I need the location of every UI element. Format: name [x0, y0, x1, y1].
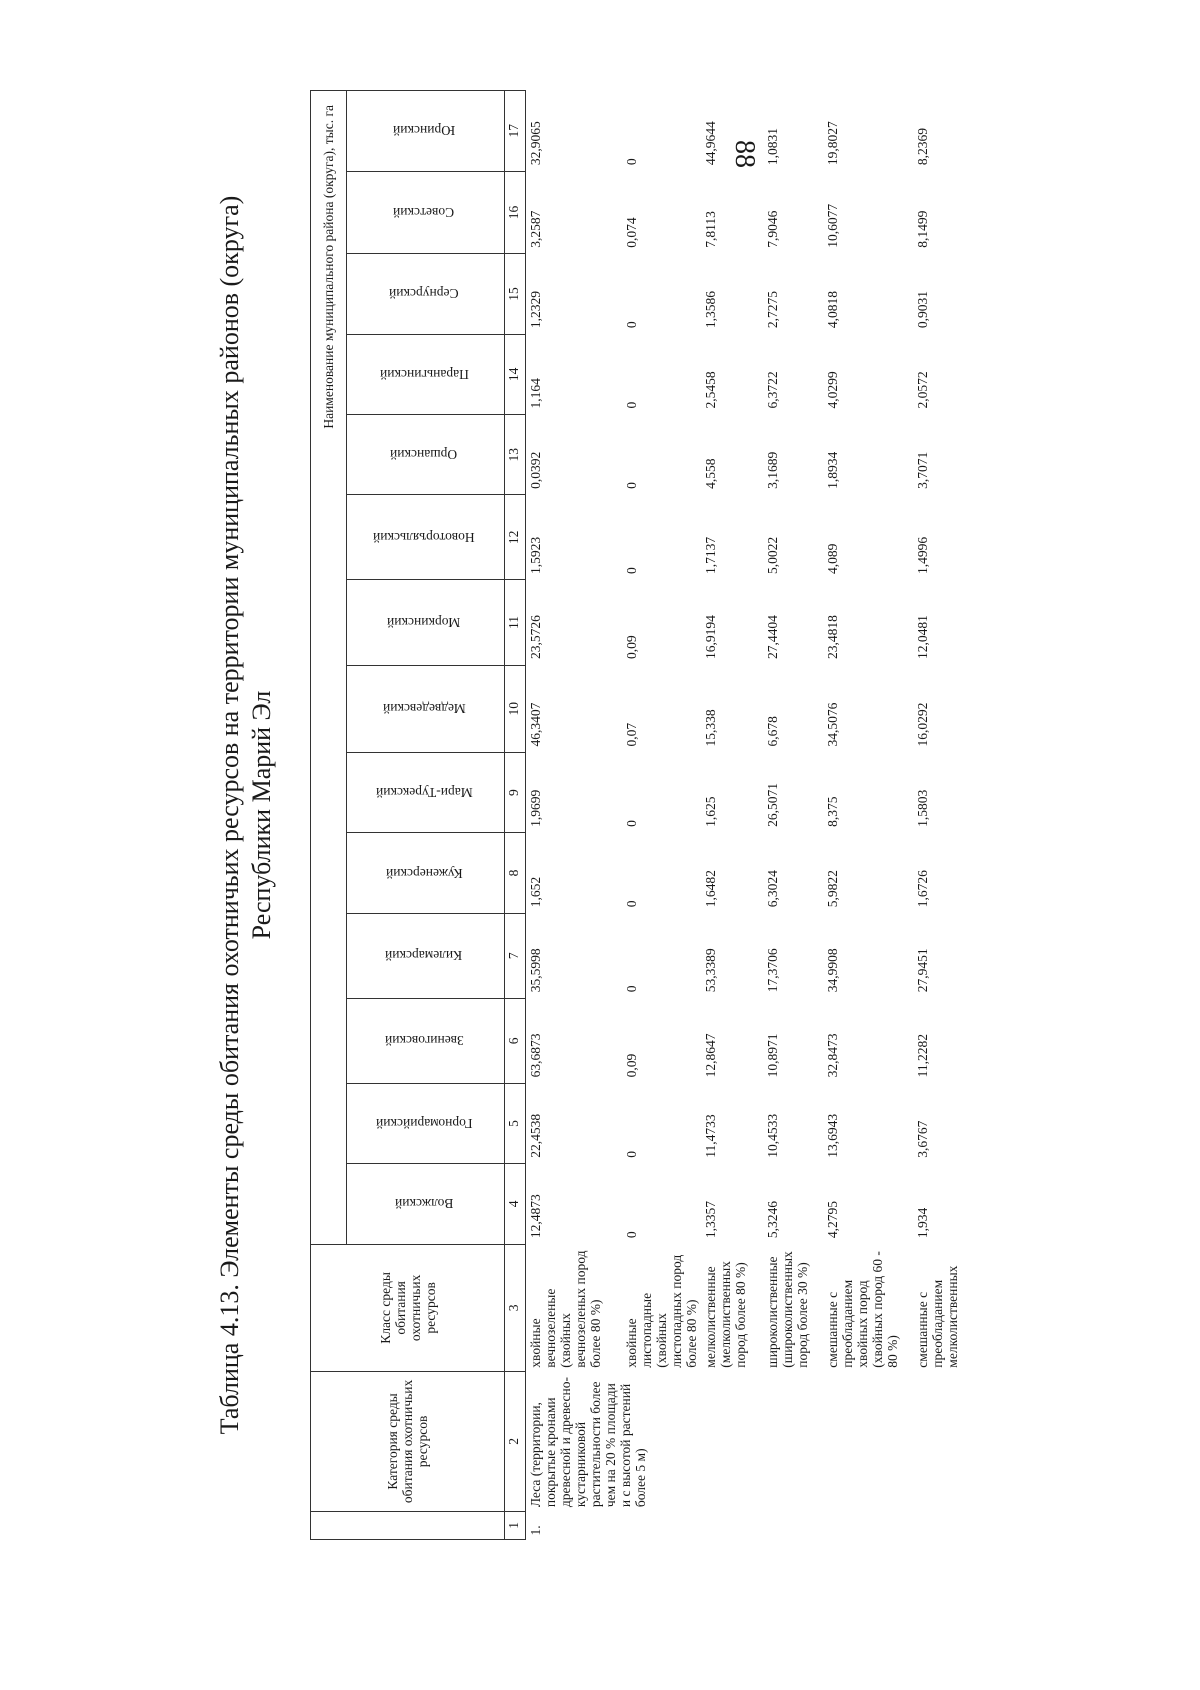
row-value: 1,164	[528, 378, 543, 409]
row-value: 1,0831	[764, 127, 780, 166]
row-class: хвойные листопадные (хвойных листопадных пород более 80 %)	[623, 1254, 699, 1368]
row-class: мелколиственные (мелколиственных пород более 80 %)	[702, 1261, 748, 1368]
row-value: 8,2369	[914, 127, 930, 166]
row-value: 0,09	[623, 1053, 639, 1078]
header-district-group: Наименование муниципального района (округа), тыс. га	[311, 91, 347, 1245]
district-name: Килемарский	[385, 948, 463, 964]
row-value: 0	[623, 820, 639, 827]
row-value: 0,09	[623, 635, 639, 660]
row-value: 32,8473	[824, 1033, 840, 1078]
row-number: 1.	[528, 1525, 543, 1536]
row-value: 10,4533	[764, 1113, 780, 1158]
column-number: 10	[505, 665, 526, 752]
row-value: 11,2282	[914, 1033, 930, 1078]
district-name: Моркинский	[387, 615, 461, 630]
row-value: 0	[623, 158, 639, 166]
row-value: 23,5726	[528, 615, 543, 660]
row-value: 26,5071	[764, 782, 780, 827]
row-value: 10,8971	[764, 1033, 780, 1078]
row-value: 1,5923	[528, 536, 543, 574]
row-value: 32,9065	[528, 121, 543, 166]
row-value: 0	[623, 321, 639, 329]
row-value: 12,8647	[702, 1033, 718, 1078]
row-value: 19,8027	[824, 121, 840, 166]
table-row	[913, 91, 963, 1540]
header-district	[347, 752, 505, 832]
row-value: 3,7071	[914, 451, 930, 489]
column-number: 6	[505, 998, 526, 1083]
header-class: Класс среды обитания охотничьих ресурсов	[311, 1244, 505, 1372]
row-value: 46,3407	[528, 702, 543, 747]
column-number: 4	[505, 1164, 526, 1244]
row-value: 34,5076	[824, 702, 840, 747]
rotated-page	[215, 90, 960, 1540]
table-title	[214, 90, 278, 1540]
column-number: 5	[505, 1083, 526, 1163]
district-name: Параньгинский	[379, 366, 469, 382]
row-value: 1,4996	[914, 536, 930, 574]
row-value: 0,9031	[914, 291, 930, 329]
column-number: 12	[505, 495, 526, 580]
district-name: Советский	[393, 204, 455, 220]
column-number: 15	[505, 254, 526, 334]
district-name: Медведевский	[382, 701, 466, 717]
title-line-1: Таблица 4.13. Элементы среды обитания охотничьих ресурсов на территории муниципальных районов (округа)	[215, 195, 244, 1435]
header-district	[347, 833, 505, 913]
header-row-group	[311, 91, 347, 1540]
district-name: Сернурский	[389, 286, 459, 302]
row-value: 4,2795	[824, 1200, 840, 1239]
row-value: 15,338	[702, 709, 718, 747]
row-value: 3,6767	[914, 1120, 930, 1158]
row-value: 34,9908	[824, 948, 840, 993]
column-number: 9	[505, 752, 526, 832]
header-district	[347, 1164, 505, 1244]
row-value: 1,3586	[702, 291, 718, 329]
row-value: 0	[623, 985, 639, 993]
row-value: 3,1689	[764, 451, 780, 489]
row-value: 0	[623, 567, 639, 574]
table-row	[763, 91, 823, 1540]
row-value: 0,07	[623, 722, 639, 747]
district-name: Горномарийский	[375, 1116, 473, 1132]
row-value: 1,652	[528, 876, 543, 908]
row-value: 16,9194	[702, 615, 718, 660]
header-district	[347, 91, 505, 172]
header-district	[347, 913, 505, 998]
column-number: 3	[505, 1244, 526, 1372]
row-class: смешанные с преобладанием хвойных пород (хвойных пород 60 - 80 %)	[824, 1251, 900, 1368]
habitat-table	[310, 90, 963, 1540]
column-number: 14	[505, 334, 526, 414]
row-value: 23,4818	[824, 615, 840, 660]
district-name: Волжский	[394, 1196, 454, 1212]
row-class: смешанные с преобладанием мелколиственных	[914, 1265, 960, 1368]
row-value: 44,9644	[702, 121, 718, 166]
row-value: 1,2329	[528, 291, 543, 329]
row-value: 27,4404	[764, 615, 780, 660]
row-value: 53,3389	[702, 948, 718, 993]
row-value: 35,5998	[528, 948, 543, 993]
row-value: 16,0292	[914, 702, 930, 747]
row-value: 13,6943	[824, 1113, 840, 1158]
district-name: Юринский	[392, 123, 456, 139]
row-value: 0,0392	[528, 451, 543, 489]
row-value: 4,089	[824, 543, 840, 574]
header-district	[347, 254, 505, 334]
row-value: 0,074	[623, 217, 639, 248]
header-district	[347, 998, 505, 1083]
header-district	[347, 580, 505, 665]
row-value: 5,0022	[764, 536, 780, 574]
row-value: 0	[623, 482, 639, 489]
header-num-blank	[311, 1511, 505, 1539]
district-name: Новоторъяльский	[373, 529, 475, 545]
column-number-row	[505, 91, 526, 1540]
row-value: 10,6077	[824, 203, 840, 248]
header-district	[347, 415, 505, 495]
column-number: 16	[505, 171, 526, 254]
row-value: 22,4538	[528, 1113, 543, 1158]
district-name: Мари-Турекский	[375, 785, 473, 801]
row-value: 3,2587	[528, 210, 543, 248]
row-value: 1,7137	[702, 536, 718, 574]
table-row	[622, 91, 701, 1540]
row-value: 63,6873	[528, 1033, 543, 1078]
row-value: 12,4873	[528, 1194, 543, 1239]
row-value: 8,375	[824, 796, 840, 827]
row-class: хвойные вечнозеленые (хвойных вечнозеленых пород более 80 %)	[528, 1250, 603, 1368]
row-value: 5,3246	[764, 1200, 780, 1239]
header-district	[347, 334, 505, 414]
row-value: 1,934	[914, 1207, 930, 1239]
district-name: Звениговский	[384, 1033, 464, 1049]
column-number: 13	[505, 415, 526, 495]
row-value: 5,9822	[824, 870, 840, 908]
table-row	[823, 91, 913, 1540]
row-value: 0	[623, 1231, 639, 1239]
row-value: 0	[623, 1150, 639, 1158]
header-district	[347, 171, 505, 254]
row-value: 1,9699	[528, 789, 543, 827]
row-value: 4,0818	[824, 291, 840, 329]
row-value: 7,8113	[702, 211, 718, 248]
row-value: 1,3357	[702, 1200, 718, 1239]
row-value: 0	[623, 401, 639, 409]
row-value: 1,6482	[702, 870, 718, 908]
row-value: 2,0572	[914, 371, 930, 409]
row-value: 1,5803	[914, 789, 930, 827]
row-value: 11,4733	[702, 1114, 718, 1158]
row-class: широколиственные (широколиственных пород более 30 %)	[764, 1251, 810, 1368]
row-value: 4,558	[702, 458, 718, 489]
row-value: 4,0299	[824, 371, 840, 409]
row-value: 0	[623, 900, 639, 908]
row-value: 6,3722	[764, 371, 780, 409]
column-number: 11	[505, 580, 526, 665]
row-value: 1,6726	[914, 870, 930, 908]
table-row	[526, 91, 622, 1540]
row-value: 2,5458	[702, 371, 718, 409]
row-value: 2,7275	[764, 291, 780, 329]
page-number: 88	[729, 140, 760, 168]
district-name: Оршанский	[390, 447, 458, 463]
row-value: 6,678	[764, 716, 780, 747]
row-category: Леса (территории, покрытые кронами древесной и древесно-кустарниковой растительности более чем на 20 % площади и с высотой растений более 5 м)	[528, 1377, 648, 1508]
header-district	[347, 665, 505, 752]
district-name: Куженерский	[385, 865, 463, 881]
row-value: 27,9451	[914, 948, 930, 993]
row-value: 7,9046	[764, 210, 780, 248]
column-number: 1	[505, 1511, 526, 1539]
row-value: 17,3706	[764, 948, 780, 993]
column-number: 7	[505, 913, 526, 998]
row-value: 12,0481	[914, 615, 930, 660]
header-district	[347, 1083, 505, 1163]
column-number: 17	[505, 91, 526, 172]
title-line-2: Республики Марий Эл	[247, 690, 276, 940]
row-value: 6,3024	[764, 870, 780, 908]
row-value: 8,1499	[914, 210, 930, 248]
table-row	[701, 91, 763, 1540]
row-value: 1,8934	[824, 451, 840, 489]
row-value: 1,625	[702, 796, 718, 827]
header-district	[347, 495, 505, 580]
column-number: 8	[505, 833, 526, 913]
column-number: 2	[505, 1372, 526, 1511]
header-category: Категория среды обитания охотничьих ресурсов	[311, 1372, 505, 1511]
